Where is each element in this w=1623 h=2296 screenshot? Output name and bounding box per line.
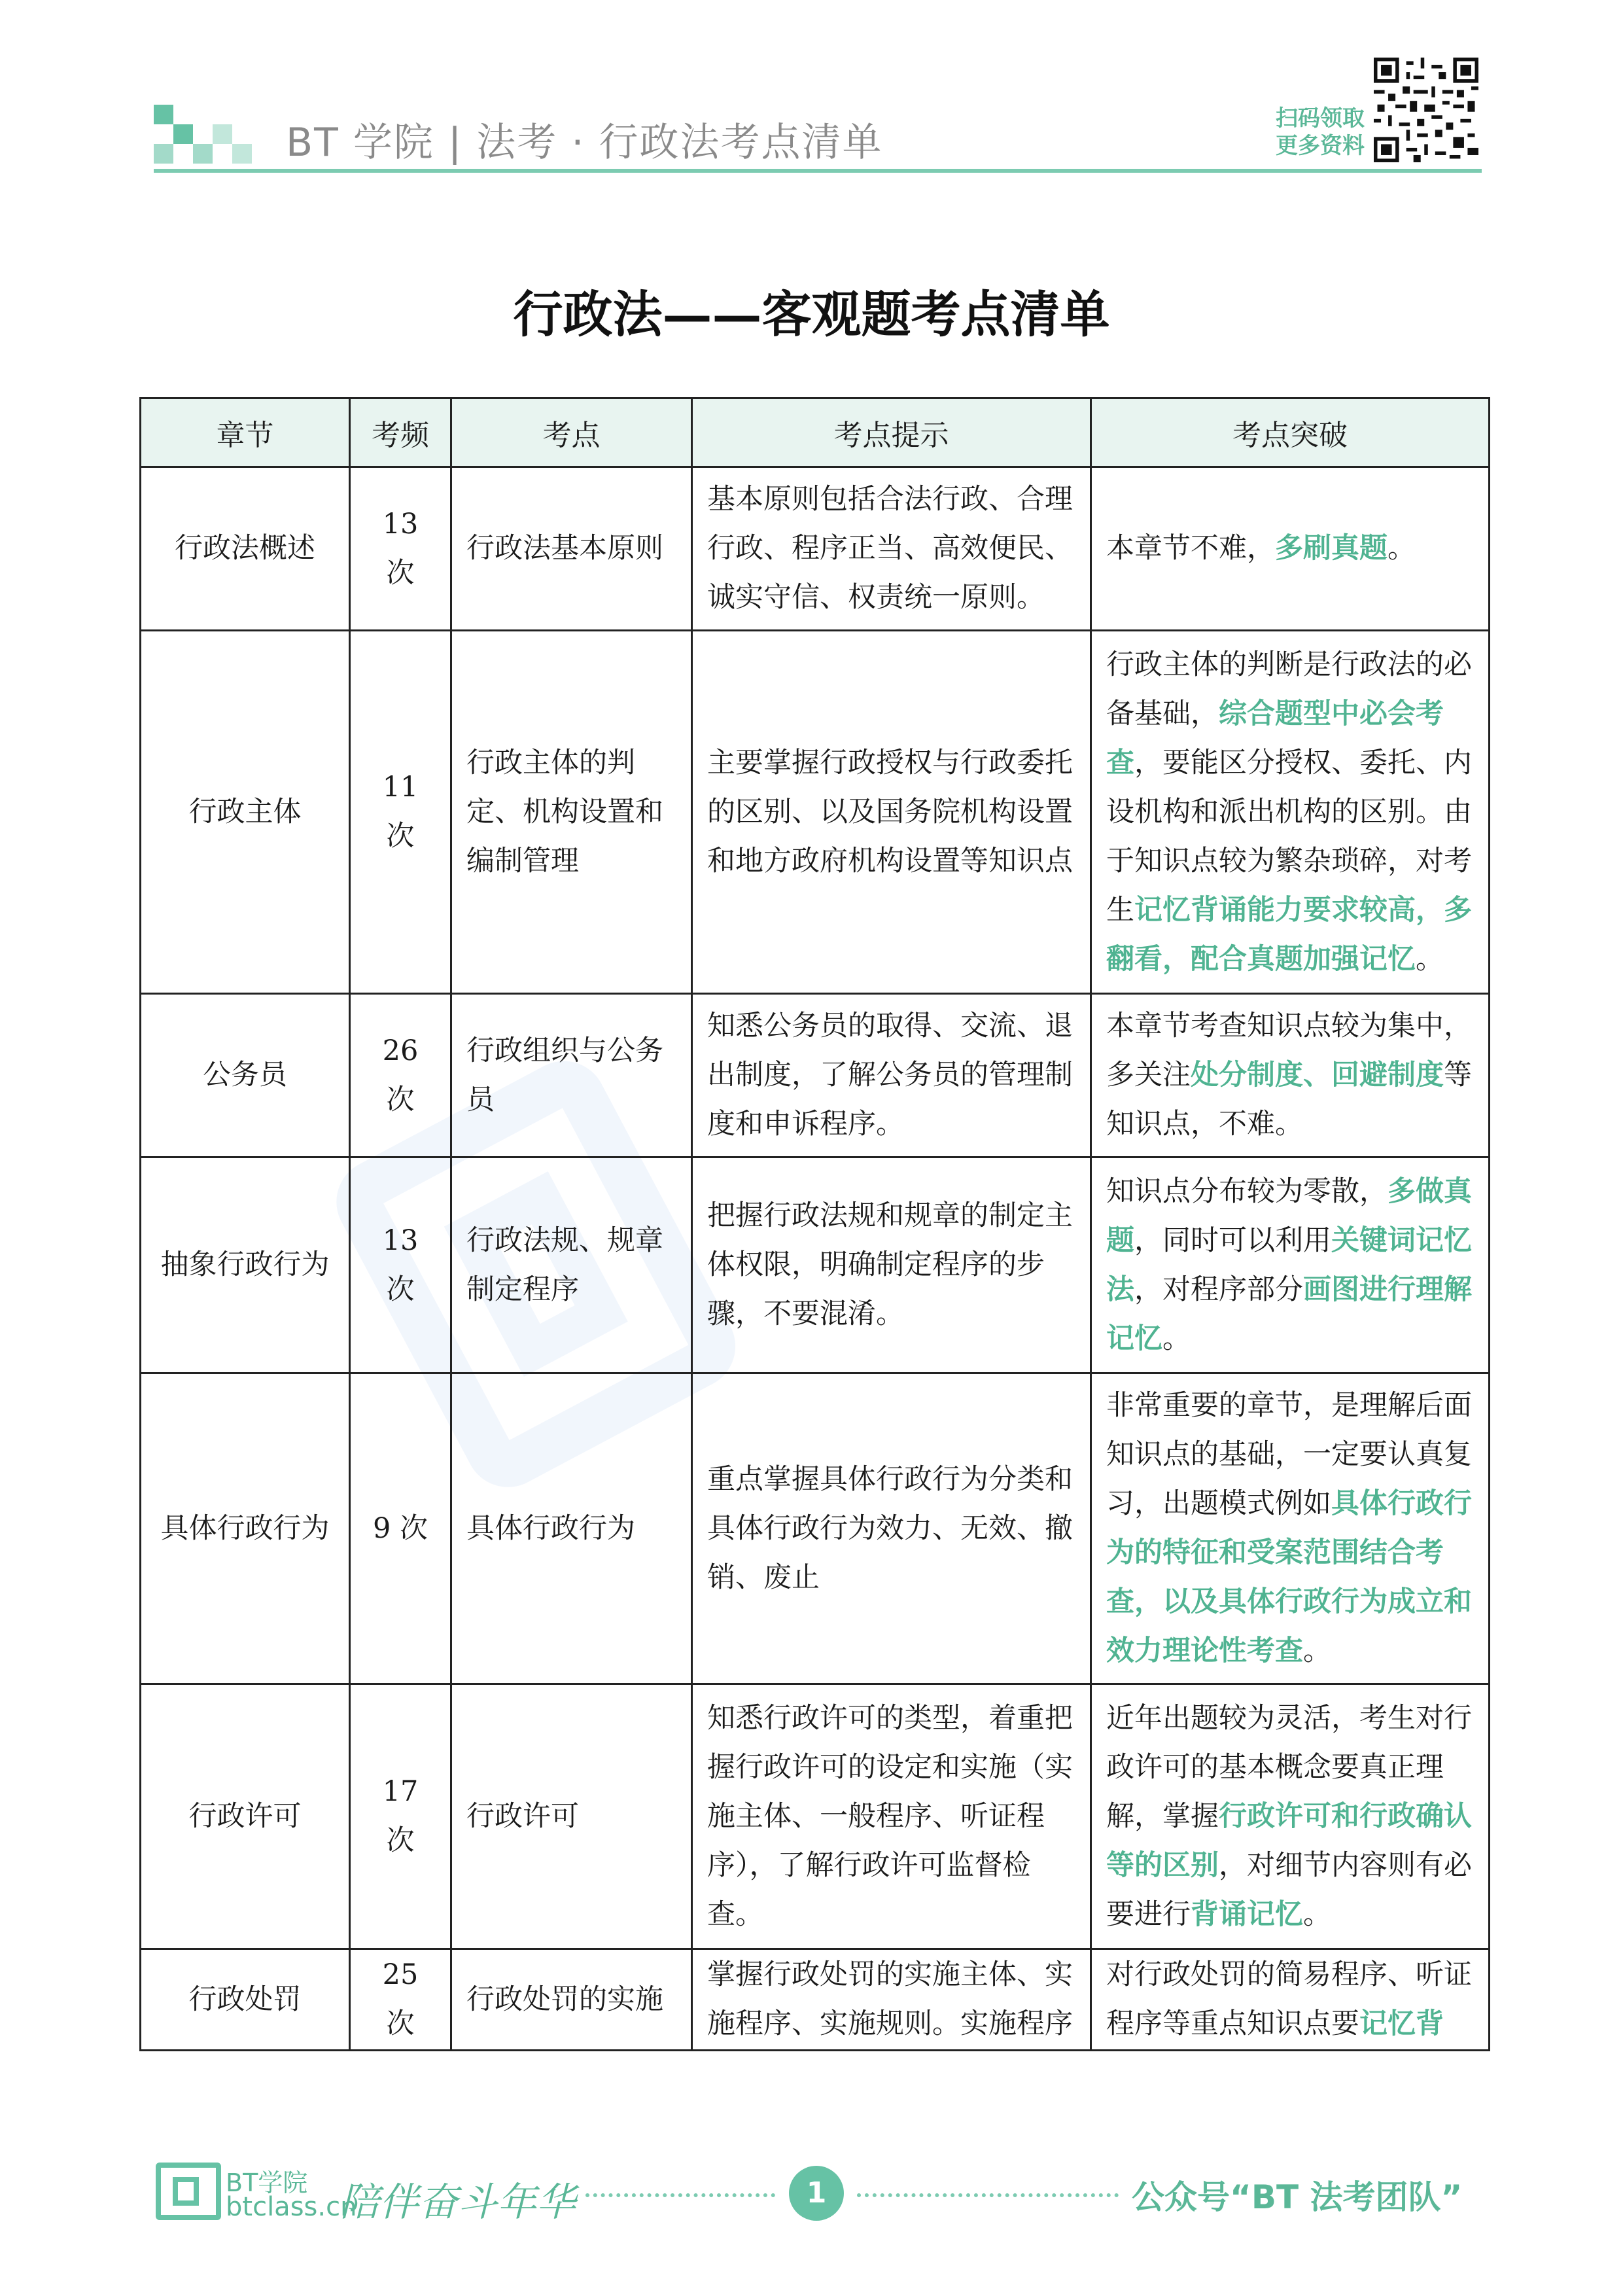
scan-line-2: 更多资料: [1276, 133, 1365, 159]
col-header-breakthrough: 考点突破: [1091, 398, 1490, 467]
page-number: 1: [789, 2166, 844, 2221]
cell-hint: 基本原则包括合法行政、合理行政、程序正当、高效便民、诚实守信、权责统一原则。: [692, 467, 1091, 631]
table-row: [141, 631, 1490, 994]
qr-code-icon[interactable]: [1374, 58, 1478, 162]
footer-brand-name: BT学院: [226, 2168, 308, 2197]
footer-dots-right: [857, 2193, 1119, 2197]
highlight-text: 记忆背: [1359, 2007, 1444, 2040]
cell-frequency: 13 次: [350, 1157, 451, 1373]
cell-chapter: 行政法概述: [141, 467, 350, 631]
cell-breakthrough: [1091, 631, 1490, 994]
highlight-text: 行政许可和行政确认等的区别: [1106, 1799, 1472, 1882]
highlight-text: 具体行政行为的特征和受案范围结合考查，以及具体行政行为成立和效力理论性考查: [1106, 1487, 1472, 1667]
col-header-frequency: 考频: [350, 398, 451, 467]
footer-logo-icon: [156, 2163, 221, 2220]
table-row: [141, 1157, 1490, 1373]
table-row: [141, 1373, 1490, 1684]
cell-breakthrough: [1091, 1949, 1490, 2051]
scan-caption: [1276, 105, 1365, 160]
table-row: [141, 1684, 1490, 1949]
cell-hint: 主要掌握行政授权与行政委托的区别、以及国务院机构设置和地方政府机构设置等知识点: [692, 631, 1091, 994]
col-header-point: 考点: [451, 398, 692, 467]
cell-frequency: 9 次: [350, 1373, 451, 1684]
scan-line-1: 扫码领取: [1276, 105, 1365, 132]
plain-text: 行政主体的判断是行政法的必备基础，: [1106, 648, 1472, 730]
highlight-text: 综合题型中必会考查: [1106, 697, 1444, 779]
plain-text: 近年出题较为灵活，考生对行政许可的基本概念要真正理解，掌握: [1106, 1701, 1472, 1833]
cell-chapter: 抽象行政行为: [141, 1157, 350, 1373]
cell-hint: 知悉公务员的取得、交流、退出制度，了解公务员的管理制度和申诉程序。: [692, 994, 1091, 1157]
cell-chapter: 行政处罚: [141, 1949, 350, 2051]
footer-brand-url[interactable]: btclass.cn: [226, 2192, 357, 2222]
header-title: BT 学院 | 法考 · 行政法考点清单: [286, 120, 883, 166]
cell-hint: 知悉行政许可的类型，着重把握行政许可的设定和实施（实施主体、一般程序、听证程序），了解行政许可监督检查。: [692, 1684, 1091, 1949]
cell-chapter: 行政主体: [141, 631, 350, 994]
cell-point: 具体行政行为: [451, 1373, 692, 1684]
cell-frequency: 11 次: [350, 631, 451, 994]
plain-text: ，对细节内容则有必要进行: [1106, 1848, 1472, 1931]
plain-text: 知识点分布较为零散，: [1106, 1174, 1387, 1208]
cell-point: 行政许可: [451, 1684, 692, 1949]
plain-text: 。: [1416, 942, 1444, 976]
cell-point: 行政处罚的实施: [451, 1949, 692, 2051]
table-header-row: [141, 398, 1490, 467]
plain-text: 等知识点，不难。: [1106, 1059, 1472, 1140]
document-title: 行政法——客观题考点清单: [513, 285, 1110, 344]
footer-slogan: 陪伴奋斗年华: [340, 2180, 576, 2225]
plain-text: ，同时可以利用: [1134, 1224, 1331, 1257]
footer-wechat-account: 公众号“BT 法考团队”: [1132, 2178, 1463, 2216]
plain-text: 非常重要的章节，是理解后面知识点的基础，一定要认真复习，出题模式例如: [1106, 1389, 1472, 1520]
cell-point: 行政法基本原则: [451, 467, 692, 631]
table-row: [141, 1949, 1490, 2051]
cell-breakthrough: [1091, 994, 1490, 1157]
footer-dots-left: [585, 2193, 775, 2197]
table-row: [141, 994, 1490, 1157]
cell-hint: 重点掌握具体行政行为分类和具体行政行为效力、无效、撤销、废止: [692, 1373, 1091, 1684]
cell-frequency: 26 次: [350, 994, 451, 1157]
plain-text: 。: [1303, 1634, 1331, 1667]
cell-point: 行政主体的判定、机构设置和编制管理: [451, 631, 692, 994]
highlight-text: 关键词记忆法: [1106, 1224, 1472, 1306]
highlight-text: 记忆背诵能力要求较高，多翻看，配合真题加强记忆: [1106, 893, 1472, 976]
cell-point: 行政组织与公务员: [451, 994, 692, 1157]
table-row: [141, 467, 1490, 631]
page-header: [0, 0, 1623, 196]
cell-frequency: 25 次: [350, 1949, 451, 2051]
highlight-text: 处分制度、回避制度: [1191, 1059, 1444, 1091]
highlight-text: 多刷真题: [1275, 532, 1387, 565]
plain-text: ，要能区分授权、委托、内设机构和派出机构的区别。由于知识点较为繁杂琐碎，对考生: [1106, 746, 1472, 927]
cell-chapter: 具体行政行为: [141, 1373, 350, 1684]
cell-chapter: 行政许可: [141, 1684, 350, 1949]
header-divider: [154, 169, 1482, 173]
exam-points-table: [139, 397, 1490, 2051]
cell-breakthrough: [1091, 467, 1490, 631]
plain-text: 对行政处罚的简易程序、听证程序等重点知识点要: [1106, 1958, 1472, 2040]
cell-frequency: 13 次: [350, 467, 451, 631]
cell-chapter: 公务员: [141, 994, 350, 1157]
col-header-hint: 考点提示: [692, 398, 1091, 467]
cell-breakthrough: [1091, 1373, 1490, 1684]
plain-text: 。: [1162, 1322, 1191, 1355]
highlight-text: 背诵记忆: [1191, 1898, 1303, 1931]
plain-text: 本章节不难，: [1106, 532, 1275, 565]
cell-hint: 把握行政法规和规章的制定主体权限，明确制定程序的步骤，不要混淆。: [692, 1157, 1091, 1373]
plain-text: 。: [1387, 532, 1416, 565]
cell-hint: 掌握行政处罚的实施主体、实施程序、实施规则。实施程序: [692, 1949, 1091, 2051]
highlight-text: 画图进行理解记忆: [1106, 1273, 1472, 1355]
highlight-text: 多做真题: [1106, 1174, 1472, 1257]
cell-frequency: 17 次: [350, 1684, 451, 1949]
col-header-chapter: 章节: [141, 398, 350, 467]
brand-squares-icon: [154, 105, 265, 170]
plain-text: 。: [1303, 1898, 1331, 1931]
plain-text: ，对程序部分: [1134, 1273, 1303, 1306]
plain-text: 本章节考查知识点较为集中，多关注: [1106, 1010, 1472, 1091]
cell-breakthrough: [1091, 1157, 1490, 1373]
cell-breakthrough: [1091, 1684, 1490, 1949]
cell-point: 行政法规、规章制定程序: [451, 1157, 692, 1373]
